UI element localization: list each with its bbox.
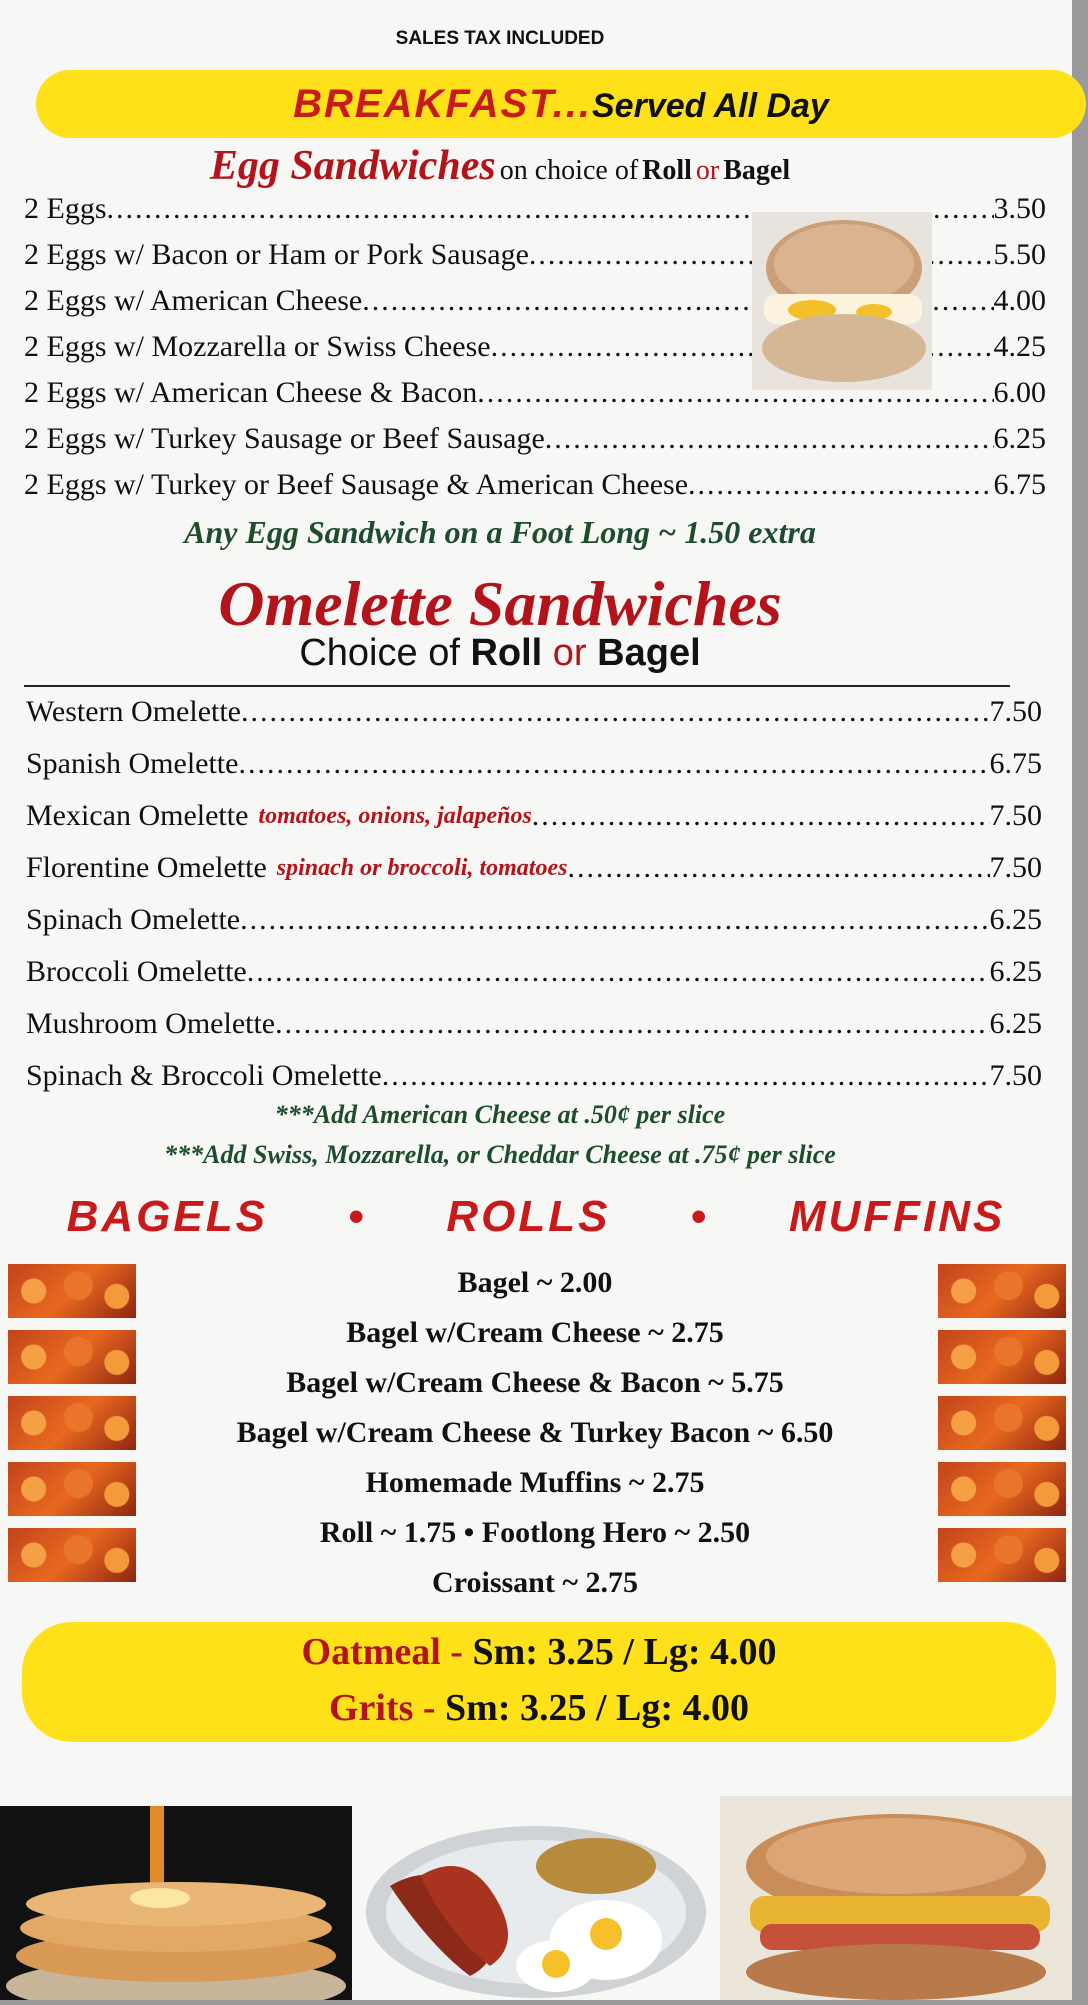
menu-item — [26, 738, 1042, 790]
bagel-thumbnail — [8, 1528, 136, 1582]
menu-item — [24, 468, 1046, 514]
pancakes-photo — [0, 1806, 352, 2000]
breakfast-banner — [36, 70, 1086, 138]
bagel-thumbnail — [8, 1396, 136, 1450]
item-price: 7.50 — [989, 851, 1042, 884]
egg-sandwiches-heading — [0, 142, 1000, 190]
item-description: spinach or broccoli, tomatoes — [276, 855, 568, 881]
list-item: Bagel w/Cream Cheese ~ 2.75 — [346, 1316, 724, 1349]
menu-item — [26, 686, 1042, 738]
grits-price: Sm: 3.25 / Lg: 4.00 — [445, 1687, 750, 1729]
sales-tax-note: SALES TAX INCLUDED — [395, 28, 605, 49]
list-item: Bagel ~ 2.00 — [457, 1266, 613, 1299]
list-item: Homemade Muffins ~ 2.75 — [365, 1466, 705, 1499]
menu-item — [26, 998, 1042, 1050]
rolls-heading: ROLLS — [446, 1192, 611, 1241]
item-price: 6.75 — [993, 468, 1046, 501]
muffins-heading: MUFFINS — [788, 1192, 1006, 1241]
item-name: 2 Eggs w/ Turkey Sausage or Beef Sausage — [24, 422, 545, 455]
bacon-eggs-photo — [360, 1816, 712, 2000]
omelette-subtitle — [0, 632, 1000, 675]
egg-choice-bagel: Bagel — [723, 155, 791, 186]
grits-row — [22, 1678, 1056, 1734]
omelette-list — [26, 686, 1042, 1102]
american-cheese-note: ***Add American Cheese at .50¢ per slice — [274, 1100, 726, 1129]
omelette-subtitle-prefix: Choice of — [299, 632, 460, 674]
menu-item — [26, 842, 1042, 894]
leader-dots — [238, 738, 989, 790]
oatmeal-grits-banner — [22, 1622, 1056, 1742]
item-price: 6.25 — [989, 955, 1042, 988]
item-name: 2 Eggs w/ American Cheese & Bacon — [24, 376, 478, 409]
oatmeal-row — [22, 1622, 1056, 1678]
item-name: Spanish Omelette — [26, 747, 239, 780]
breakfast-sandwich-photo — [720, 1796, 1072, 2000]
food-photo-strip — [0, 1796, 1072, 2000]
omelette-title: Omelette Sandwiches — [218, 568, 782, 639]
omelette-choice-bagel: Bagel — [597, 632, 701, 674]
item-description: tomatoes, onions, jalapeños — [258, 803, 532, 829]
menu-item — [24, 422, 1046, 468]
item-price: 7.50 — [989, 695, 1042, 728]
list-item: Bagel w/Cream Cheese & Turkey Bacon ~ 6.50 — [236, 1416, 834, 1449]
item-price: 6.25 — [993, 422, 1046, 455]
bacon-eggs-illustration — [360, 1816, 712, 2000]
omelette-choice-roll: Roll — [470, 632, 543, 674]
list-item: Croissant ~ 2.75 — [432, 1566, 638, 1599]
item-price: 3.50 — [993, 192, 1046, 225]
leader-dots — [688, 468, 993, 502]
item-name: Mushroom Omelette — [26, 1007, 276, 1040]
item-name: Western Omelette — [26, 695, 241, 728]
breakfast-title: BREAKFAST... — [293, 82, 592, 126]
item-name: 2 Eggs w/ Bacon or Ham or Pork Sausage — [24, 238, 529, 271]
egg-sandwich-photo — [752, 212, 932, 390]
bagels-rolls-muffins-heading — [0, 1192, 1072, 1242]
item-name: Broccoli Omelette — [26, 955, 247, 988]
served-all-day-text: Served All Day — [591, 87, 829, 125]
bagel-thumbnail — [938, 1528, 1066, 1582]
bagel-thumbnails-right — [938, 1264, 1066, 1582]
pancakes-illustration — [0, 1806, 352, 2000]
bagel-thumbnail — [8, 1264, 136, 1318]
bagel-thumbnail — [938, 1396, 1066, 1450]
oatmeal-name: Oatmeal - — [301, 1631, 463, 1673]
leader-dots — [241, 686, 990, 738]
bagel-list — [140, 1258, 930, 1608]
list-item: Bagel w/Cream Cheese & Bacon ~ 5.75 — [286, 1366, 784, 1399]
bagel-thumbnail — [8, 1462, 136, 1516]
footlong-note: Any Egg Sandwich on a Foot Long ~ 1.50 extra — [184, 514, 816, 550]
menu-item — [26, 894, 1042, 946]
swiss-cheese-note: ***Add Swiss, Mozzarella, or Cheddar Cheese at .75¢ per slice — [164, 1140, 836, 1169]
item-name: 2 Eggs — [24, 192, 107, 225]
item-price: 6.75 — [989, 747, 1042, 780]
separator-dot: • — [690, 1192, 709, 1241]
leader-dots — [545, 422, 994, 456]
leader-dots — [240, 894, 989, 946]
egg-sandwich-illustration — [752, 212, 932, 390]
item-price: 6.25 — [989, 1007, 1042, 1040]
bagel-thumbnail — [938, 1330, 1066, 1384]
item-name: 2 Eggs w/ Turkey or Beef Sausage & American Cheese — [24, 468, 689, 501]
leader-dots — [275, 998, 989, 1050]
omelette-choice-or: or — [552, 632, 587, 674]
item-name: Spinach & Broccoli Omelette — [26, 1059, 382, 1092]
item-name: Florentine Omelette — [26, 851, 267, 884]
breakfast-sandwich-illustration — [720, 1796, 1072, 2000]
bagels-heading: BAGELS — [66, 1192, 268, 1241]
item-name: 2 Eggs w/ Mozzarella or Swiss Cheese — [24, 330, 491, 363]
leader-dots — [532, 790, 990, 842]
item-name: 2 Eggs w/ American Cheese — [24, 284, 363, 317]
menu-item — [26, 946, 1042, 998]
grits-name: Grits - — [328, 1687, 436, 1729]
egg-subtitle-prefix: on choice of — [499, 155, 639, 186]
oatmeal-price: Sm: 3.25 / Lg: 4.00 — [472, 1631, 777, 1673]
bagel-thumbnail — [938, 1264, 1066, 1318]
separator-dot: • — [347, 1192, 367, 1241]
egg-sandwiches-title: Egg Sandwiches — [209, 143, 496, 189]
item-price: 6.00 — [993, 376, 1046, 409]
item-price: 4.00 — [993, 284, 1046, 317]
egg-choice-roll: Roll — [642, 155, 692, 186]
menu-item — [26, 1050, 1042, 1102]
item-price: 7.50 — [989, 799, 1042, 832]
item-name: Spinach Omelette — [26, 903, 241, 936]
egg-choice-or: or — [695, 155, 720, 186]
menu-item — [26, 790, 1042, 842]
leader-dots — [567, 842, 989, 894]
bagel-thumbnail — [8, 1330, 136, 1384]
item-price: 6.25 — [989, 903, 1042, 936]
item-name: Mexican Omelette — [26, 799, 249, 832]
bagel-thumbnails-left — [8, 1264, 136, 1582]
leader-dots — [382, 1050, 990, 1102]
item-price: 4.25 — [993, 330, 1046, 363]
item-price: 5.50 — [993, 238, 1046, 271]
item-price: 7.50 — [989, 1059, 1042, 1092]
list-item: Roll ~ 1.75 • Footlong Hero ~ 2.50 — [319, 1516, 751, 1549]
omelette-heading — [0, 568, 1000, 640]
bagel-thumbnail — [938, 1462, 1066, 1516]
leader-dots — [247, 946, 990, 998]
